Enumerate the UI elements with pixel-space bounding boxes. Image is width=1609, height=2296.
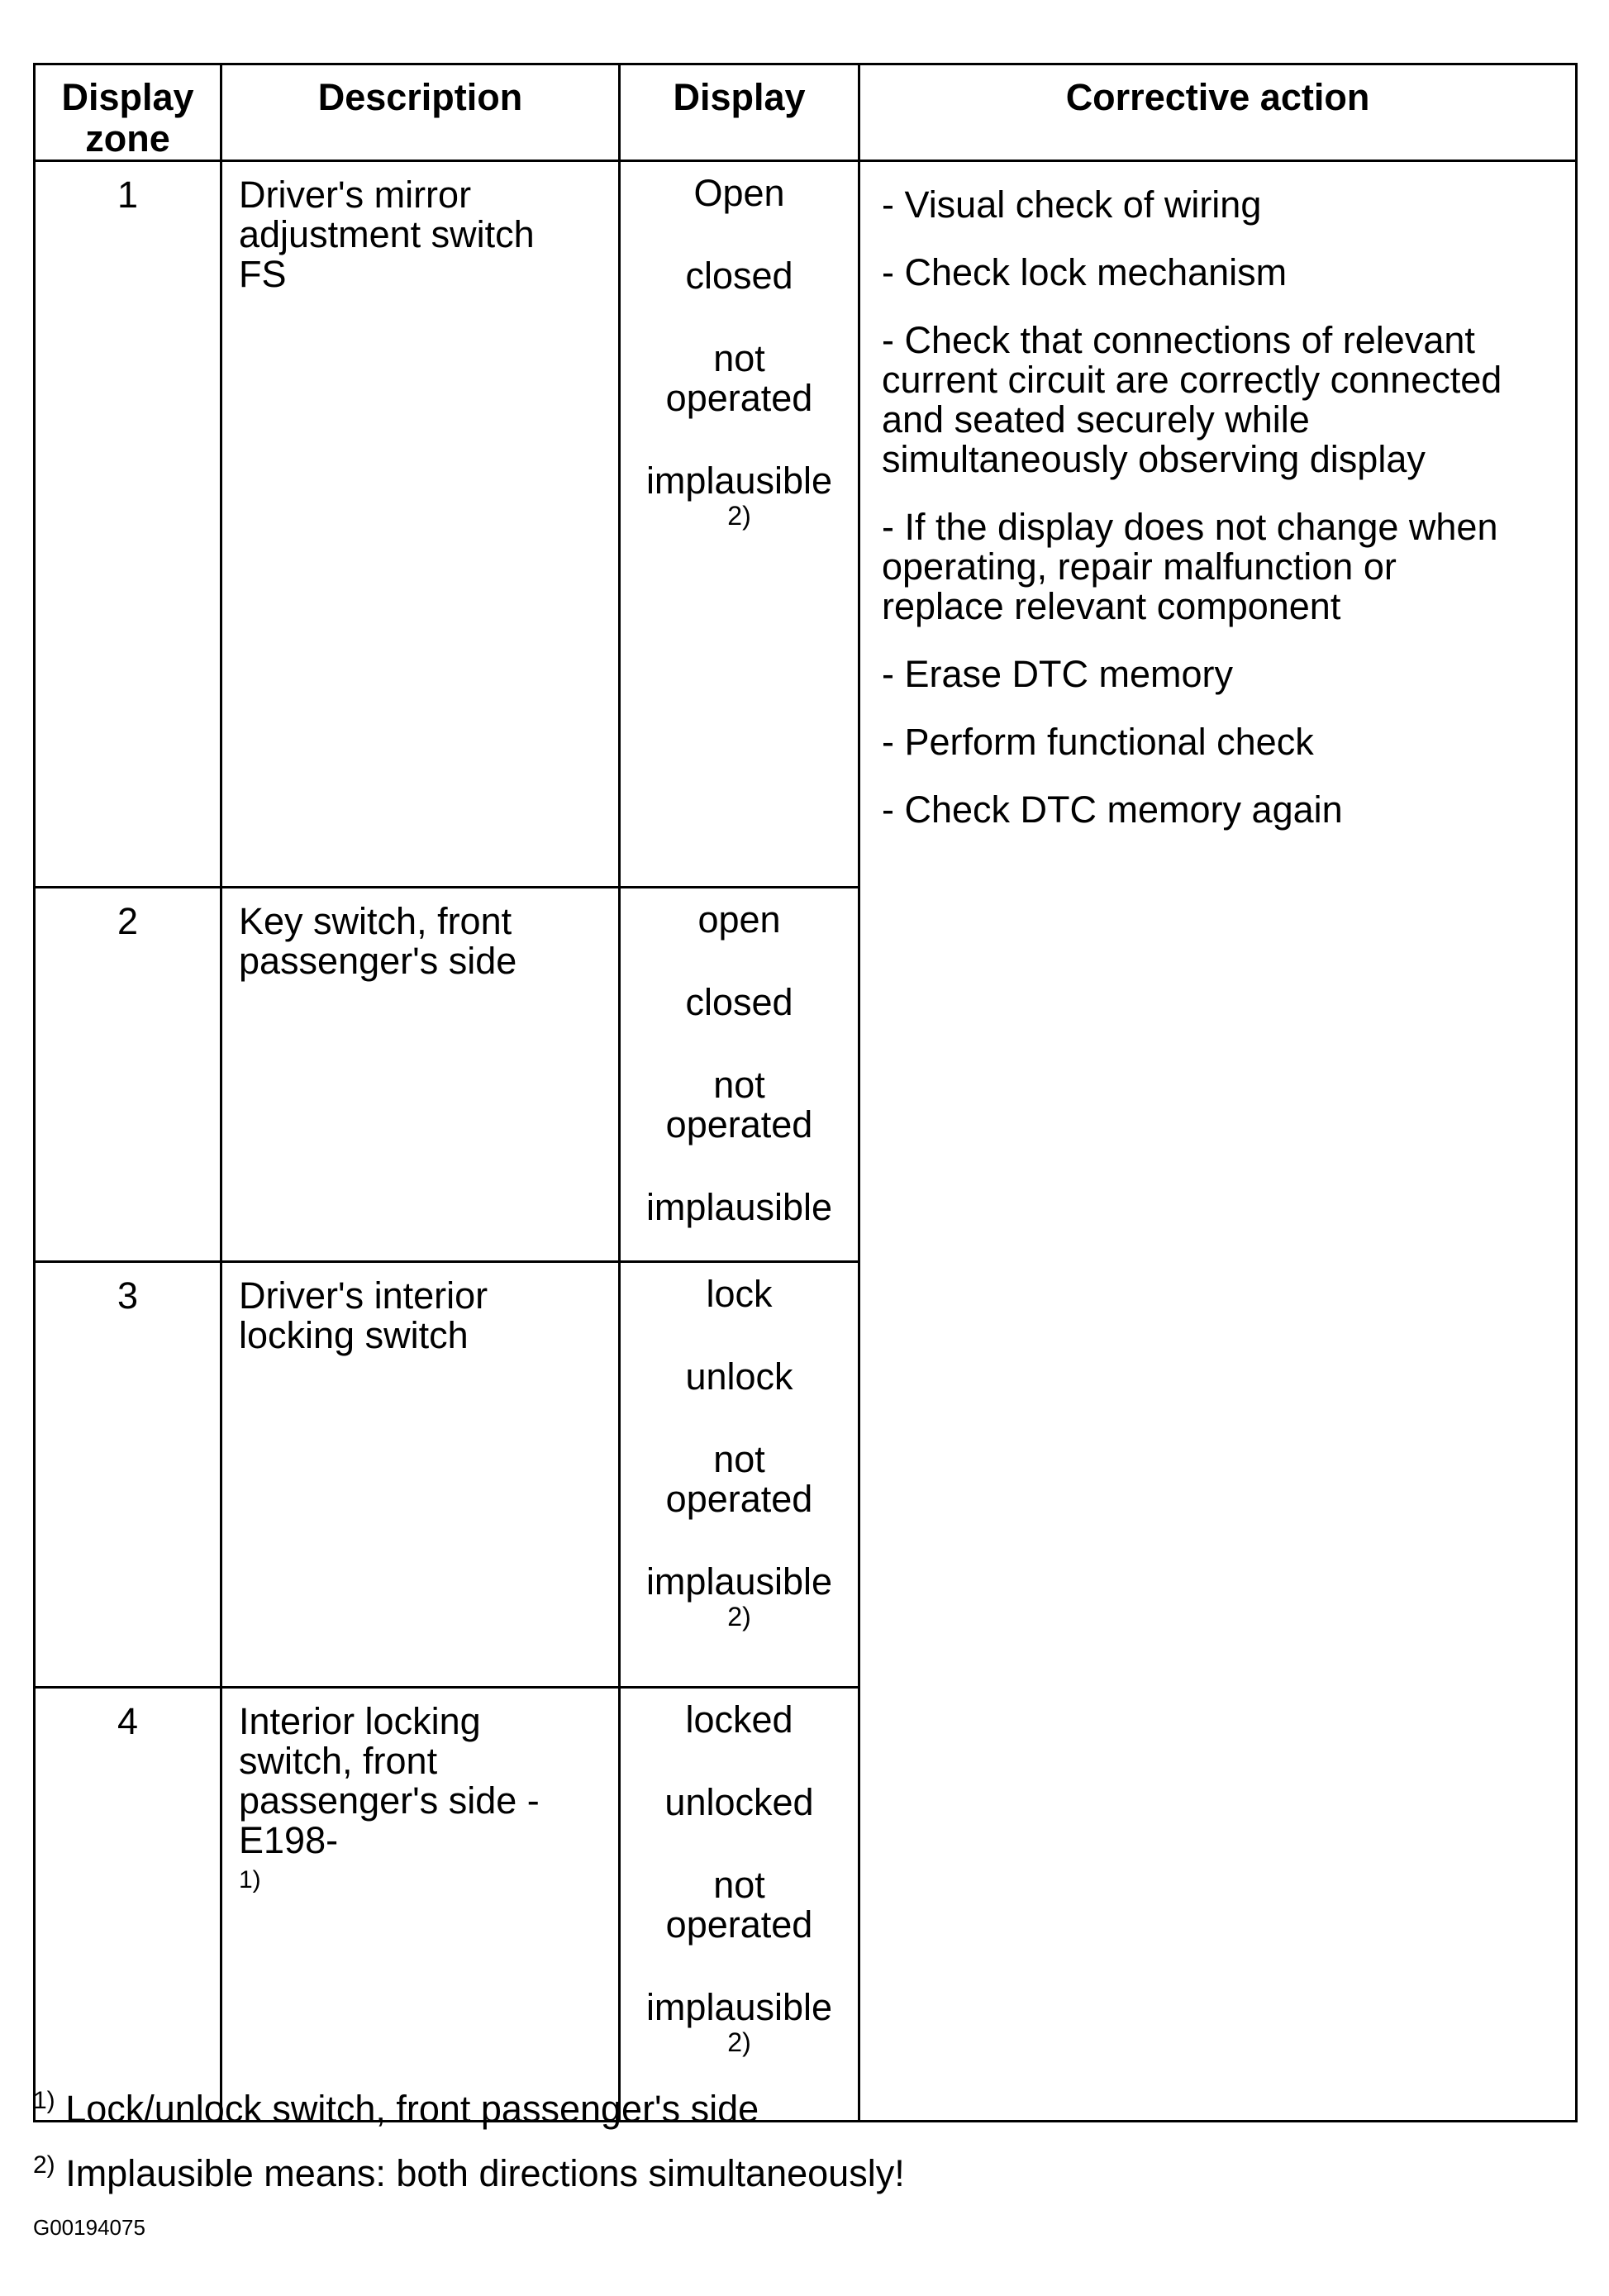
footnote-text: Implausible means: both directions simultaneously! [55,2152,905,2194]
header-display-zone-line1: Display [61,76,194,118]
description-line: FS [239,253,287,295]
display-text: operated [665,1903,813,1946]
display-text: Open [693,172,785,214]
action-step [882,253,1559,293]
display-text: unlock [685,1355,793,1398]
description-line: switch, front [239,1740,438,1782]
action-step [882,321,1559,479]
header-display: Display [620,64,859,161]
action-step [882,507,1559,626]
display-text: implausible [645,460,833,502]
display-text: not [713,1064,765,1106]
header-display-zone [35,64,221,161]
description-cell [221,1262,620,1688]
action-text: - Check lock mechanism [882,251,1288,293]
description-cell [221,1688,620,2122]
display-text: closed [685,981,793,1023]
display-text: operated [665,1103,813,1146]
action-text: simultaneously observing display [882,438,1426,480]
description-line: locking switch [239,1314,469,1356]
header-corrective-action: Corrective action [859,64,1577,161]
display-value [621,1274,858,1314]
action-text: - Check DTC memory again [882,788,1343,831]
corrective-action-cell [859,161,1577,2122]
zone-number: 3 [35,1262,221,1688]
display-value [621,339,858,418]
table-row [35,161,1577,888]
description-cell [221,161,620,888]
display-cell [620,888,859,1262]
footnote-reference: 2) [727,501,751,531]
display-text: open [697,898,781,941]
zone-number: 2 [35,888,221,1262]
display-value [621,983,858,1022]
display-text: not [713,337,765,379]
zone-number: 4 [35,1688,221,2122]
display-cell [620,161,859,888]
action-step [882,185,1559,225]
action-text: - Visual check of wiring [882,183,1262,226]
display-text: not [713,1438,765,1480]
description-line: passenger's side [239,940,517,982]
action-text: - Perform functional check [882,721,1314,763]
display-value [621,1188,858,1227]
description-text: E198- [239,1819,339,1861]
description-line: Key switch, front [239,900,512,942]
description-line: passenger's side - [239,1779,540,1822]
footnote-mark: 1) [33,2087,55,2114]
display-cell [620,1262,859,1688]
description-line: adjustment switch [239,213,535,255]
footnote-2 [33,2137,905,2202]
footnote-text: Lock/unlock switch, front passenger's side [55,2088,759,2130]
table-header-row [35,64,1577,161]
display-value [621,1865,858,1945]
display-text: closed [685,255,793,297]
display-text: implausible [645,1186,833,1228]
description-cell [221,888,620,1262]
action-text: - Erase DTC memory [882,653,1234,695]
display-value [621,1440,858,1519]
description-line: Driver's mirror [239,174,472,216]
action-text: - Check that connections of relevant [882,319,1475,361]
action-text: current circuit are correctly connected [882,359,1502,401]
header-description: Description [221,64,620,161]
action-step [882,790,1559,830]
action-text: and seated securely while [882,398,1310,441]
display-text: unlocked [664,1781,814,1823]
action-text: - If the display does not change when [882,506,1498,548]
footnote-reference: 2) [727,2027,751,2057]
zone-number: 1 [35,161,221,888]
display-value [621,174,858,213]
display-text: operated [665,377,813,419]
display-text: implausible [645,1560,833,1603]
footnote-reference: 1) [239,1866,261,1893]
display-cell [620,1688,859,2122]
display-text: not [713,1864,765,1906]
display-value [621,256,858,296]
display-value [621,1562,858,1631]
action-step [882,722,1559,762]
display-value [621,1065,858,1145]
display-value [621,1357,858,1397]
display-text: locked [685,1698,793,1741]
display-text: lock [706,1273,773,1315]
description-line [239,1821,610,1908]
description-line: Interior locking [239,1700,481,1742]
description-line: Driver's interior [239,1274,488,1317]
action-text: replace relevant component [882,585,1341,627]
display-text: implausible [645,1986,833,2028]
display-value [621,461,858,531]
display-value [621,900,858,940]
footnotes [33,2073,905,2202]
display-value [621,1988,858,2057]
action-step [882,655,1559,694]
footnote-reference: 2) [727,1602,751,1631]
footnote-mark: 2) [33,2151,55,2179]
footnote-1 [33,2073,905,2137]
header-display-zone-line2: zone [85,117,170,160]
action-text: operating, repair malfunction or [882,545,1397,588]
diagnostic-display-table [33,63,1578,2122]
display-value [621,1783,858,1822]
display-value [621,1700,858,1740]
image-code: G00194075 [33,2215,145,2240]
display-text: operated [665,1478,813,1520]
